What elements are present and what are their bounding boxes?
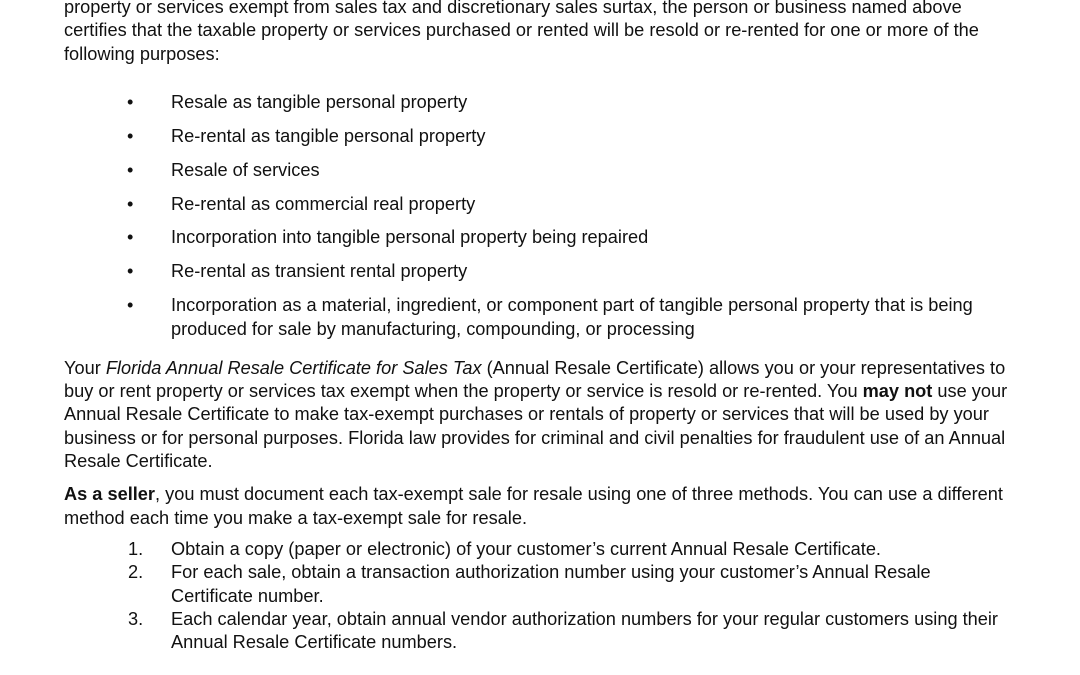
bullet-icon: • <box>127 159 134 180</box>
purpose-item <box>64 159 1024 182</box>
method-text: Obtain a copy (paper or electronic) of your customer’s current Annual Resale Certificate. <box>171 538 881 559</box>
seller-paragraph <box>64 483 1009 530</box>
bullet-icon: • <box>127 125 134 146</box>
purpose-text: Resale of services <box>171 159 320 180</box>
method-item <box>64 608 1016 655</box>
method-item <box>64 561 1016 608</box>
seller-lead: As a seller <box>64 484 155 505</box>
purpose-item <box>64 226 1024 249</box>
certificate-prefix: Your <box>64 357 106 378</box>
purpose-text: Resale as tangible personal property <box>171 91 468 112</box>
purpose-text: Re-rental as transient rental property <box>171 261 468 282</box>
purpose-item <box>64 91 1024 114</box>
purpose-item <box>64 125 1024 148</box>
methods-list <box>64 538 1024 654</box>
bullet-icon: • <box>127 193 134 214</box>
purpose-text: Re-rental as commercial real property <box>171 193 476 214</box>
intro-paragraph: property or services exempt from sales tax and discretionary sales surtax, the person or business named above certifies that the taxable property or services purchased or rented will be resold or re-rented for one or more of the following purposes: <box>64 0 979 64</box>
method-number: 2. <box>128 562 144 583</box>
may-not-emphasis: may not <box>862 381 933 402</box>
certificate-paragraph <box>64 357 1009 473</box>
purpose-item <box>64 260 1024 283</box>
bullet-icon: • <box>127 227 134 248</box>
purpose-item <box>64 193 1024 216</box>
method-text: Each calendar year, obtain annual vendor authorization numbers for your regular customers using their Annual Resale Certificate numbers. <box>171 608 998 653</box>
purpose-item <box>64 294 976 341</box>
method-item <box>64 538 1016 561</box>
purpose-text: Incorporation into tangible personal property being repaired <box>171 227 649 248</box>
bullet-icon: • <box>127 261 134 282</box>
method-number: 3. <box>128 608 144 629</box>
purpose-text: Incorporation as a material, ingredient, or component part of tangible personal property that is being produced for sale by manufacturing, compounding, or processing <box>171 295 973 339</box>
seller-text: , you must document each tax-exempt sale for resale using one of three methods. You can use a different method each time you make a tax-exempt sale for resale. <box>64 484 1003 528</box>
document-page <box>64 0 1024 654</box>
certificate-name: Florida Annual Resale Certificate for Sales Tax <box>105 357 482 378</box>
certificate-suffix: use your Annual Resale Certificate to make tax-exempt purchases or rentals of property or services that will be used by your business or for personal purposes. Florida law provides for criminal and civil penalties for fraudulent use of an Annual Resale Certificate. <box>64 381 1008 472</box>
method-text: For each sale, obtain a transaction authorization number using your customer’s Annual Resale Certificate number. <box>171 562 931 606</box>
bullet-icon: • <box>127 91 134 112</box>
bullet-icon: • <box>127 295 134 316</box>
purpose-text: Re-rental as tangible personal property <box>171 125 486 146</box>
method-number: 1. <box>128 538 144 559</box>
certificate-middle: (Annual Resale Certificate) allows you or your representatives to buy or rent property or services tax exempt when the property or service is resold or re-rented. You <box>64 357 1006 402</box>
purposes-list <box>64 91 1024 341</box>
